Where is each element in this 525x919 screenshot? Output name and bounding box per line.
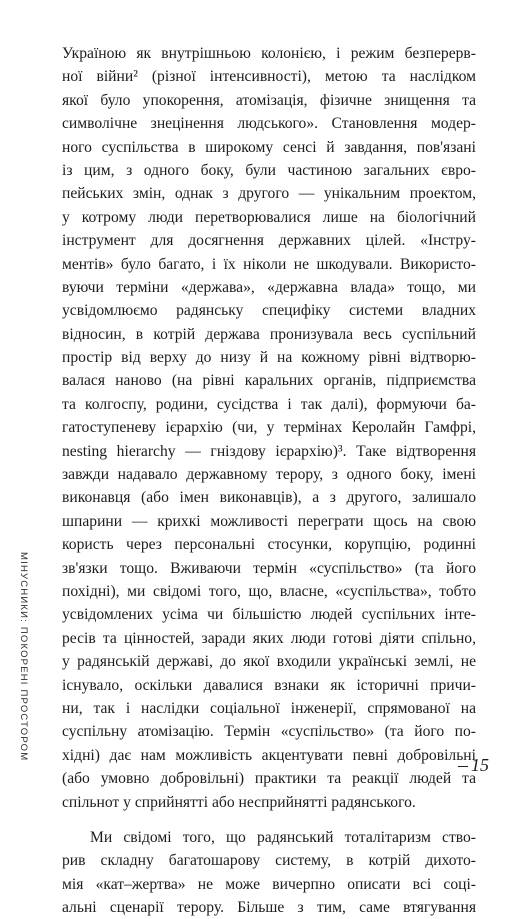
text-line: усвідомлених усіма чи більшістю людей суспільних інте- (62, 606, 476, 624)
text-line: відносин, в котрій держава пронизувала весь суспільний (62, 325, 476, 343)
text-line: із цим, з одного боку, були частиною загальних євро- (62, 161, 476, 179)
text-line: та колгоспу, родини, сусідства і так далі), формуючи ба- (62, 395, 476, 413)
running-head (12, 552, 32, 797)
paragraph-break (62, 814, 476, 826)
text-line: суспільну атомізацію. Термін «суспільство» (та його по- (62, 723, 476, 741)
running-head-text: МІНУСНИКИ: ПОКОРЕНІ ПРОСТОРОМ (18, 552, 29, 762)
text-line: хідні) дає нам можливість акцентувати певні добровільні (62, 746, 476, 764)
text-line: виконавця (або імен виконавців), а з другого, залишало (62, 489, 476, 507)
text-line: вуючи терміни «держава», «державна влада» тощо, ми (62, 278, 476, 296)
text-line: інструмент для досягнення державних цілей. «Інстру- (62, 232, 476, 250)
text-line: похідні), ми свідомі того, що, власне, «суспільства», тобто (62, 582, 476, 600)
text-line: альні сценарії терору. Більше з тим, саме втягування (62, 899, 476, 917)
text-line: ментів» було багато, і їх ніколи не шкодували. Використо- (62, 255, 476, 273)
text-line: символічне знецінення людського». Становлення модер- (62, 115, 476, 133)
text-line: усвідомлюємо радянську специфіку системи владних (62, 302, 476, 320)
text-line: простір від верху до низу й на кожному рівні відтворю- (62, 349, 476, 367)
text-line: ної війни² (різної інтенсивності), метою та наслідком (62, 68, 476, 86)
text-line: ни, так і наслідки соціальної інженерії, спрямованої на (62, 699, 476, 717)
text-line: користь через персональні стосунки, корупцію, родинні (62, 536, 476, 554)
text-line: пейських змін, однак з другого — унікальним проектом, (62, 185, 476, 203)
text-line: рив складну багатошарову систему, в котрій дихото- (62, 852, 476, 870)
text-line: у котрому люди перетворювалися лише на біологічний (62, 208, 476, 226)
text-line: валася наново (на рівні каральних органів, підприємства (62, 372, 476, 390)
page-number-value: 15 (471, 755, 489, 775)
text-line: шпарини — крихкі можливості переграти щось на свою (62, 512, 476, 530)
text-line: зв'язки тощо. Вживаючи термін «суспільство» (та його (62, 559, 476, 577)
text-line: спільнот у сприйнятті або несприйнятті радянського. (62, 793, 416, 811)
page-number (458, 755, 489, 776)
text-line: nesting hierarchy — гніздову ієрархію)³. Таке відтворення (62, 442, 476, 460)
text-line: якої було упокорення, атомізація, фізичне знищення та (62, 91, 476, 109)
text-line: ного суспільства в широкому сенсі й завдання, пов'язані (62, 138, 476, 156)
text-line: мія «кат–жертва» не може вичерпно описати всі соці- (62, 875, 476, 893)
text-line: (або умовно добровільні) практики та реакції людей та (62, 770, 476, 788)
text-line: завжди надавало державному терору, з одного боку, імені (62, 466, 476, 484)
page-number-dash (458, 766, 468, 767)
text-line: гатоступеневу ієрархію (чи, у термінах Керолайн Гамфрі, (62, 419, 476, 437)
text-line: Ми свідомі того, що радянський тоталітаризм ство- (90, 828, 476, 846)
body-text (62, 42, 476, 919)
text-line: існувало, оскільки давалися взнаки як історичні причи- (62, 676, 476, 694)
text-line: Україною як внутрішньою колонією, і режим безперерв- (62, 45, 476, 62)
text-line: ресів та цінностей, заради яких люди готові діяти спільно, (62, 629, 476, 647)
text-line: у радянській державі, до якої входили українські землі, не (62, 653, 476, 671)
